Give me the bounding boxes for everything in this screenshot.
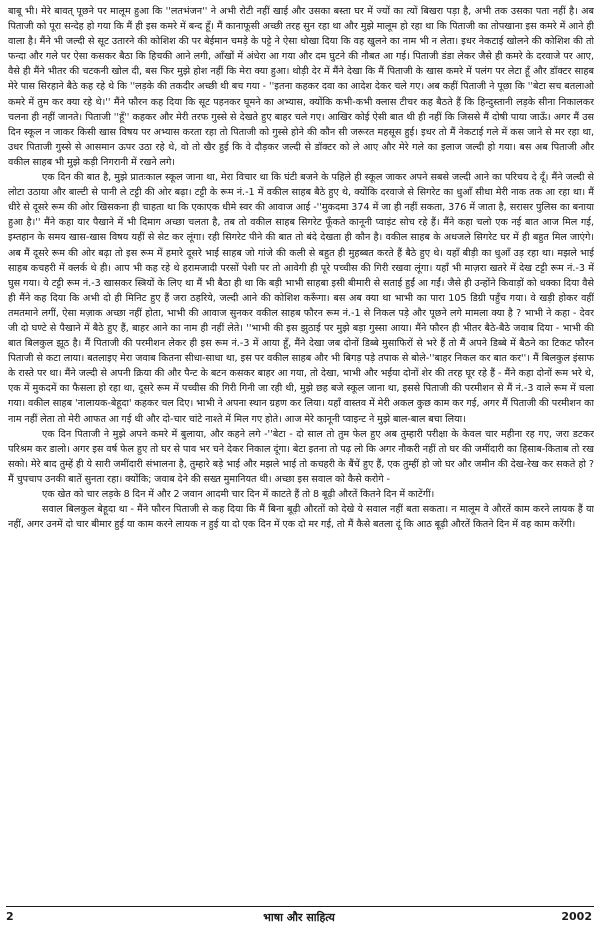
- paragraph-1: बाबू भी। मेरे बावत् पूछने पर मालूम हुआ कि ''लतभंजन'' ने अभी रोटी नहीं खाई और उसका बस्ता घर में ज्यों का त्यों बिखरा पड़ा है, अभी तक उसका पता नहीं है। अब पिताजी को पूरा सन्देह हो गया कि मैं ही इस कमरे में बन्द हूँ। मैं कानाफूसी अच्छी तरह सुन रहा था और मुझे मालूम हो रहा था कि पिताजी का तोपखाना इस कमरे में आने ही वाला है। मैंने भी जल्दी से सूट उतारने की कोशिश की पर बेईमान चमड़े के पट्टे ने ऐसा धोखा दिया कि वह खुलने का नाम भी न लेता। इधर नेकटाई खोलने की कोशिश की तो फन्दा और गले पर ऐसा कसकर बैठा कि हिचकी आने लगी, आँखों में अंधेरा आ गया और दम घुटने की नौबत आ गई। पिताजी डंडा लेकर जैसे ही कमरे के दरवाजे पर आए, वैसे ही मैंने भीतर की चटकनी खोल दी, बस फिर मुझे होश नहीं कि मेरा क्या हुआ। थोड़ी देर में मैंने देखा कि मैं पिताजी के खास कमरे में पलंग पर लेटा हूँ और डॉक्टर साहब मेरे पास सिरहाने बैठे कह रहे थे कि ''लड़के की तकदीर अच्छी थी बच गया - ''इतना कहकर दवा का आदेश देकर चले गए। अब कहीं पिताजी ने पूछा कि ''बेटा सच बतलाओ कमरे में तुम कर क्या रहे थे।'' मैंने फौरन कह दिया कि सूट पहनकर घूमने का अभ्यास, क्योंकि कभी-कभी क्लास टीचर कह बैठते हैं कि हिन्दुस्तानी लड़के सीना निकालकर चलना ही नहीं जानते। पिताजी ''हूँ'' कहकर और मेरी तरफ गुस्से से देखते हुए बाहर चले गए। आखिर कोई ऐसी बात थी ही नहीं कि जिससे मैं दोषी पाया जाऊँ। अगर मैं उस दिन स्कूल न जाकर किसी खास विषय पर अभ्यास करता रहा तो पिताजी को गुस्से होने की कौन सी जरूरत महसूस हुई। इधर तो मैं नेकटाई गले में कस जाने से मर रहा था, उधर पिताजी गुस्से से आसमान ऊपर उठा रहे थे, वो तो खैर हुई कि वे दौड़कर जल्दी से डॉक्टर को ले आए और मेरे गले का इलाज जल्दी हो गया। बस अब पिताजी और वकील साहब भी मुझे कड़ी निगरानी में रखने लगे।: [8, 6, 594, 168]
- publication-year: 2002: [561, 910, 592, 923]
- publication-title: भाषा और साहित्य: [263, 911, 335, 924]
- paragraph-2: एक दिन की बात है, मुझे प्रातःकाल स्कूल जाना था, मेरा विचार था कि घंटी बजने के पहिले ही स्कूल जाकर अपने सबसे जल्दी आने का परिचय दे दूँ। मैंने जल्दी से लोटा उठाया और बाल्टी से पानी ले टट्टी की ओर बढ़ा। टट्टी के रूम नं.-1 में वकील साहब बैठे हुए थे, क्योंकि दरवाजे से सिगरेट का धुआँ सीधा मेरी नाक तक आ रहा था। मैं धीरे से दूसरे रूम की ओर खिसकना ही चाहता था कि एकाएक धीमे स्वर की आवाज आई -''मुकदमा 374 में जा ही नहीं सकता, 376 में जाता है, सरासर पुलिस का बनाया हुआ है।'' मैंने कहा यार पैखाने में भी दिमाग अच्छा चलता है, तब तो वकील साहब सिगरेट फूँकते कानूनी प्वाइंट सोच रहे हैं। मैंने कहा चलो एक नई बात आज मिल गई, इम्तहान के समय खास-खास विषय यहीं से सेट कर लूंगा। रही सिगरेट पीने की बात तो बंदे देखता ही कौन है। वकील साहब के अधजले सिगरेट घर में ही बहुत मिल जाएंगे। अब मैं दूसरे रूम की ओर बढ़ा तो इस रूम में हमारे दूसरे भाई साहब जो गांजे की कली से बहुत ही मुहब्बत करते हैं बैठे हुए थे। यहाँ बीड़ी का धुआँ उड़ रहा था। मझले भाई साहब कचहरी में क्लर्क थे ही। आप भी कह रहे थे हरामजादी परसों पेशी पर तो आवेगी ही पूरे पच्चीस की गिरी रखवा लूंगा। यहाँ भी माज़रा खतरे में देख टट्टी रूम नं.-3 में घुस गया। ये टट्टी रूम नं.-3 खासकर स्त्रियों के लिए था मैं भी बैठा ही था कि बड़ी भाभी साहबा इसी बीमारी से सताई हुईं आ गईं। जैसे ही उन्होंने किवाड़ों को धक्का दिया वैसे ही मैंने कह दिया कि अभी दो ही मिनिट हुए हैं जरा ठहरिये, जल्दी आने की कोशिश करूँगा। बस अब क्या था भाभी का पारा 105 डिग्री पहुँच गया। वे खड़ी होकर वहीं तमतमाने लगीं, ऐसा मज़ाक अच्छा नहीं होता, भाभी की आवाज सुनकर वकील साहब फौरन रूम नं.-1 से निकल पड़े और पूछने लगे मामला क्या है ? भाभी ने कहा - देवर जी दो घण्टे से पैखाने में बैठे हुए हैं, बाहर आने का नाम ही नहीं लेते। ''भाभी की इस झुठाई पर मुझे बड़ा गुस्सा आया। मैंने फौरन ही भीतर बैठे-बैठे जवाब दिया - भाभी की बात बिलकुल झूठ है। मैं पिताजी की परमीशन लेकर ही इस रूम नं.-3 में आया हूँ, मैंने देखा जब दोनों डिब्बे मुसाफिरों से भरे हैं तो मैं अपने डिब्बे में बैठने का टिकट फौरन पिताजी से कटा लाया। बतलाइए मेरा जवाब कितना सीधा-साधा था, इस पर वकील साहब और भी बिगड़ पड़े तपाक से बोले-''बाहर निकल कर बात कर''। मैं बिलकुल इंसाफ के रास्ते पर था। मैंने जल्दी से अपनी क्रिया की और पैन्ट के बटन कसकर बाहर आ गया, तो देखा, भाभी और भईया दोनों शेर की तरह घूर रहे हैं - मैंने कहा दोनों रूम भरे थे, एक में मुकदमें का फैसला हो रहा था, दूसरे रूम में पच्चीस की गिरी गिनी जा रही थी, मुझे छह बजे स्कूल जाना था, इससे पिताजी की परमीशन से मैं नं.-3 वाले रूम में चला गया। वकील साहब 'नालायक-बेहूदा' कहकर चल दिए। भाभी ने अपना स्थान ग्रहण कर लिया। यहाँ वास्तव में मेरी अकल कुछ काम कर गई, अगर मैं पिताजी की परमीशन का नाम नहीं लेता तो मेरी आफत आ गई थी और दो-चार चांटे नाश्ते में मिल गए होते। आज मेरे कानूनी प्वाइन्ट ने मुझे बाल-बाल बचा लिया।: [8, 172, 594, 425]
- footer-divider: [6, 906, 594, 907]
- page-footer: [6, 910, 592, 930]
- paragraph-5: सवाल बिलकुल बेहूदा था - मैंने फौरन पिताजी से कह दिया कि मैं बिना बूढ़ी औरतों को देखे ये सवाल नहीं बता सकता। न मालूम वे औरतें काम करने लायक हैं या नहीं, अगर उनमें दो चार बीमार हुई या काम करने लायक न हुई या दो एक दिन में एक दो मर गई, तो मैं कैसे बतला दूं कि आठ बूढ़ी औरतें कितने दिन में वह काम करेंगी।: [8, 504, 594, 531]
- article-body: [8, 4, 594, 906]
- page-number: 2: [6, 910, 14, 923]
- paragraph-3: एक दिन पिताजी ने मुझे अपने कमरे में बुलाया, और कहने लगे -''बेटा - दो साल तो तुम फेल हुए अब तुम्हारी परीक्षा के केवल चार महीना रह गए, जरा डटकर परिश्रम कर डालो। अगर इस वर्ष फेल हुए तो घर से पाव भर चने देकर निकाल दूंगा। बेटा इतना तो पढ़ लो कि अगर नौकरी नहीं तो घर की जमींदारी का हिसाब-किताब तो रख सको। मेरे बाद तुम्हें ही ये सारी जमींदारी संभालना है, तुम्हारे बड़े भाई और मझले भाई तो कचहरी के बैंचें हुए हैं, एक तुम्हीं हो जो घर और जमीन की देख-रेख कर सकते हो ? मैं चुपचाप उनकी बातें सुनता रहा। क्योंकि; जवाब देने की सख्त मुमानियत थी। अच्छा इस सवाल को कैसे करोगे -: [8, 428, 594, 485]
- paragraph-4: एक खेत को चार लड़के 8 दिन में और 2 जवान आदमी चार दिन में काटते हैं तो 8 बूढ़ी औरतें कितने दिन में काटेंगीं।: [42, 489, 435, 500]
